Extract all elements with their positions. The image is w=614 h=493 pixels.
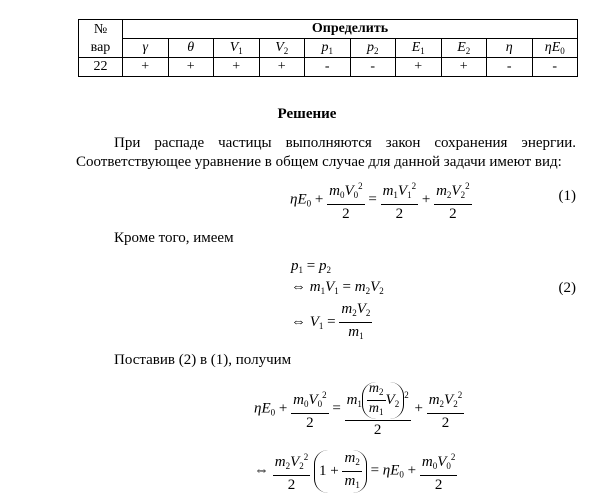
paragraph-2: Кроме того, имеем — [114, 230, 234, 246]
equation-3b: ⇔ $\frac{m_2V_2^2}{2}$ 1 + $\frac{m_2}{m_1}$ = $\eta E_0$ + $\frac{m_0V_0^2}{2}$ — [254, 449, 456, 493]
header-number-cell — [79, 20, 123, 39]
col-gamma: γ — [123, 39, 169, 58]
row-mark: - — [305, 58, 351, 77]
paragraph-1-line-1: При распаде частицы выполняются закон сохранения энергии. — [114, 135, 576, 151]
row-mark: - — [532, 58, 578, 77]
row-mark: + — [168, 58, 214, 77]
col-theta: θ — [168, 39, 214, 58]
header-determine: Определить — [311, 21, 389, 36]
header-number: № — [93, 21, 108, 37]
col-eta: η — [487, 39, 533, 58]
equation-2b: ⇔ $m_1V_1 = m_2V_2$ — [291, 279, 384, 296]
col-p2: $p_2$ — [350, 39, 396, 58]
equation-2-number: (2) — [558, 280, 576, 296]
equation-1-number: (1) — [558, 188, 576, 204]
equation-3a: $\eta E_0$ + $\frac{m_0V_0^2}{2}$ = $m_1$ $\frac{m_2}{m_1}$ $V_2^2$ 2 + $\frac{m_2V_2^2}{2}$ — [254, 381, 463, 438]
col-e1: $E_1$ — [396, 39, 442, 58]
row-mark: + — [123, 58, 169, 77]
row-mark: + — [396, 58, 442, 77]
col-v1: $V_1$ — [214, 39, 260, 58]
col-p1: $p_1$ — [305, 39, 351, 58]
equation-2a: $p_1 = p_2$ — [291, 258, 331, 275]
solution-title: Решение — [277, 106, 337, 122]
row-mark: - — [487, 58, 533, 77]
equation-2c: ⇔ $V_1$ = $\frac{m_2V_2}{m_1}$ — [291, 301, 371, 341]
header-determine-cell — [123, 20, 578, 39]
equation-1: $\eta E_0$ + $\frac{m_0V_0^2}{2}$ = $\frac{m_1V_1^2}{2}$ + $\frac{m_2V_2^2}{2}$ — [290, 178, 472, 222]
paragraph-1-line-2: Соответствующее уравнение в общем случае для данной задачи имеют вид: — [76, 154, 562, 170]
paragraph-3: Поставив (2) в (1), получим — [114, 352, 292, 368]
header-variant-cell — [79, 39, 123, 58]
col-eta-e0: $\eta E_0$ — [532, 39, 578, 58]
row-mark: + — [441, 58, 487, 77]
row-mark: - — [350, 58, 396, 77]
col-v2: $V_2$ — [259, 39, 305, 58]
row-variant: 22 — [79, 58, 123, 77]
col-e2: $E_2$ — [441, 39, 487, 58]
variant-table — [78, 19, 578, 77]
header-variant: вар — [90, 39, 111, 55]
row-mark: + — [259, 58, 305, 77]
row-mark: + — [214, 58, 260, 77]
